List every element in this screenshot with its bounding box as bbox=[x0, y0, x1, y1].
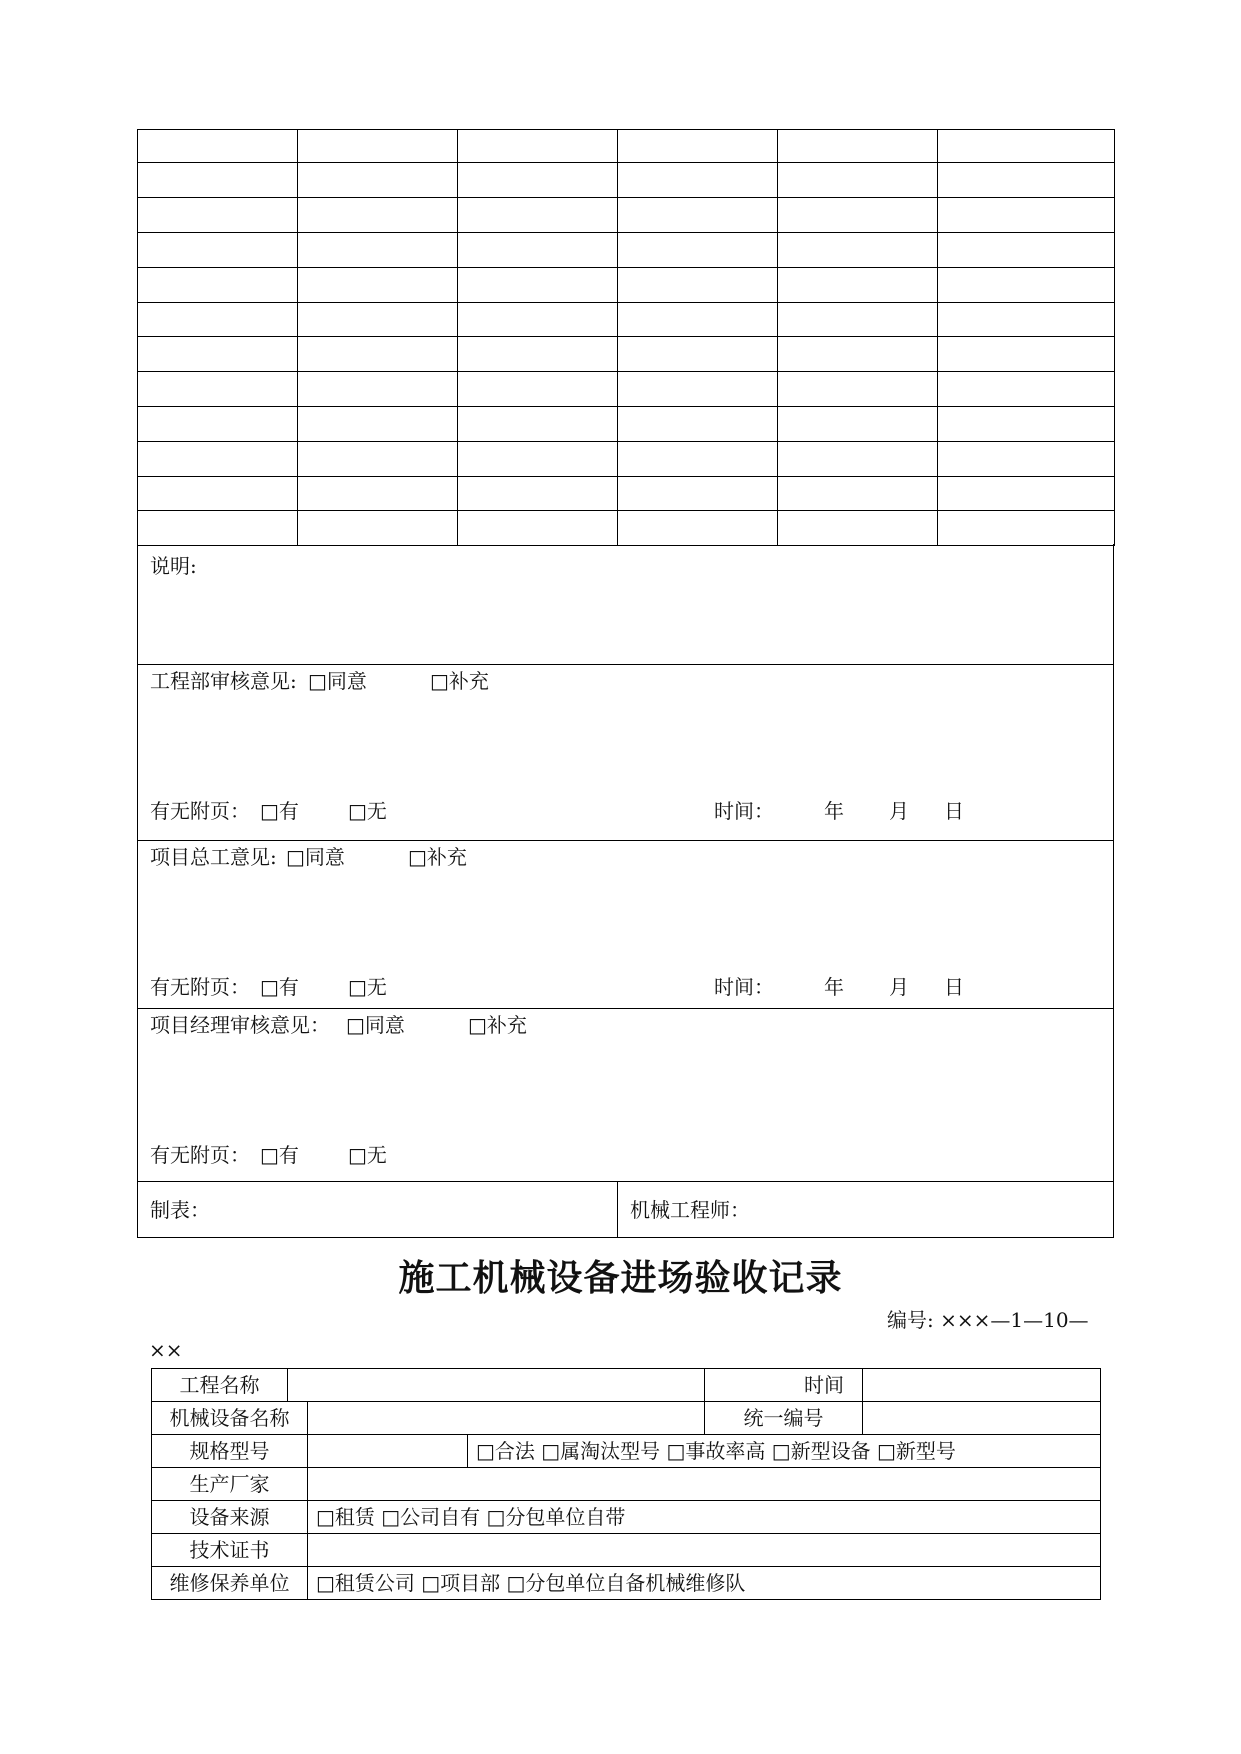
grid-cell[interactable] bbox=[778, 407, 938, 442]
unified-number-label: 统一编号 bbox=[705, 1402, 863, 1435]
manager-attachment-yes-checkbox[interactable]: □有 bbox=[260, 1143, 299, 1167]
grid-cell[interactable] bbox=[298, 268, 458, 303]
chief-engineer-review-section bbox=[137, 841, 1114, 1009]
grid-cell[interactable] bbox=[458, 372, 618, 407]
project-manager-review-section bbox=[137, 1009, 1114, 1182]
grid-cell[interactable] bbox=[298, 372, 458, 407]
empty-data-grid bbox=[137, 129, 1115, 546]
equipment-source-label: 设备来源 bbox=[152, 1501, 308, 1534]
grid-cell[interactable] bbox=[458, 407, 618, 442]
engineering-dept-review-section bbox=[137, 665, 1114, 841]
explanation-label: 说明: bbox=[150, 554, 197, 578]
grid-cell[interactable] bbox=[298, 163, 458, 198]
grid-cell[interactable] bbox=[298, 511, 458, 546]
page-title: 施工机械设备进场验收记录 bbox=[398, 1257, 843, 1299]
chief-attachment-yes-checkbox[interactable]: □有 bbox=[260, 975, 299, 999]
grid-row bbox=[138, 511, 1115, 546]
mechanical-engineer-label: 机械工程师： bbox=[630, 1198, 750, 1222]
engineering-agree-checkbox[interactable]: □同意 bbox=[308, 669, 367, 693]
grid-cell[interactable] bbox=[618, 130, 778, 163]
project-name-value[interactable] bbox=[288, 1369, 705, 1402]
grid-cell[interactable] bbox=[458, 477, 618, 511]
grid-cell[interactable] bbox=[618, 268, 778, 303]
manager-agree-checkbox[interactable]: □同意 bbox=[346, 1013, 405, 1037]
grid-cell[interactable] bbox=[458, 511, 618, 546]
grid-cell[interactable] bbox=[298, 477, 458, 511]
grid-cell[interactable] bbox=[778, 442, 938, 477]
grid-cell[interactable] bbox=[298, 198, 458, 233]
grid-row bbox=[138, 198, 1115, 233]
grid-row bbox=[138, 337, 1115, 372]
project-name-label: 工程名称 bbox=[152, 1369, 288, 1402]
grid-cell[interactable] bbox=[778, 163, 938, 198]
chief-month-label: 月 bbox=[889, 975, 909, 999]
manufacturer-value[interactable] bbox=[308, 1468, 1101, 1501]
grid-cell[interactable] bbox=[938, 198, 1115, 233]
engineering-attachment-no-checkbox[interactable]: □无 bbox=[348, 799, 387, 823]
spec-model-value[interactable] bbox=[308, 1435, 468, 1468]
time-label: 时间 bbox=[705, 1369, 863, 1402]
grid-cell[interactable] bbox=[298, 130, 458, 163]
grid-cell[interactable] bbox=[618, 303, 778, 337]
table-row bbox=[152, 1468, 1101, 1501]
grid-cell[interactable] bbox=[138, 303, 298, 337]
grid-cell[interactable] bbox=[458, 233, 618, 268]
grid-cell[interactable] bbox=[458, 442, 618, 477]
grid-row bbox=[138, 163, 1115, 198]
grid-cell[interactable] bbox=[618, 233, 778, 268]
engineering-attachment-yes-checkbox[interactable]: □有 bbox=[260, 799, 299, 823]
grid-cell[interactable] bbox=[458, 337, 618, 372]
grid-cell[interactable] bbox=[138, 337, 298, 372]
grid-cell[interactable] bbox=[138, 198, 298, 233]
grid-cell[interactable] bbox=[298, 407, 458, 442]
manufacturer-label: 生产厂家 bbox=[152, 1468, 308, 1501]
grid-cell[interactable] bbox=[138, 477, 298, 511]
spec-model-label: 规格型号 bbox=[152, 1435, 308, 1468]
grid-cell[interactable] bbox=[938, 268, 1115, 303]
grid-cell[interactable] bbox=[458, 303, 618, 337]
grid-cell[interactable] bbox=[458, 268, 618, 303]
grid-row bbox=[138, 372, 1115, 407]
grid-cell[interactable] bbox=[938, 407, 1115, 442]
grid-cell[interactable] bbox=[938, 130, 1115, 163]
grid-cell[interactable] bbox=[938, 477, 1115, 511]
manager-supplement-checkbox[interactable]: □补充 bbox=[468, 1013, 527, 1037]
table-row bbox=[152, 1369, 1101, 1402]
grid-cell[interactable] bbox=[138, 130, 298, 163]
grid-cell[interactable] bbox=[298, 233, 458, 268]
grid-cell[interactable] bbox=[298, 337, 458, 372]
grid-cell[interactable] bbox=[938, 337, 1115, 372]
table-row bbox=[152, 1435, 1101, 1468]
grid-cell[interactable] bbox=[778, 511, 938, 546]
grid-cell[interactable] bbox=[138, 268, 298, 303]
maintenance-unit-label: 维修保养单位 bbox=[152, 1567, 308, 1600]
table-row bbox=[152, 1534, 1101, 1567]
signature-row bbox=[137, 1182, 1114, 1238]
grid-cell[interactable] bbox=[618, 372, 778, 407]
table-row bbox=[152, 1501, 1101, 1534]
spec-model-options[interactable]: □合法 □属淘汰型号 □事故率高 □新型设备 □新型号 bbox=[468, 1435, 1101, 1468]
grid-row bbox=[138, 477, 1115, 511]
engineering-time-label: 时间： bbox=[714, 799, 774, 823]
chief-agree-checkbox[interactable]: □同意 bbox=[286, 845, 345, 869]
serial-number-tail: ×× bbox=[149, 1338, 183, 1362]
grid-cell[interactable] bbox=[618, 442, 778, 477]
signature-divider bbox=[617, 1182, 618, 1237]
prepared-by-label: 制表： bbox=[150, 1198, 210, 1222]
equipment-name-label: 机械设备名称 bbox=[152, 1402, 308, 1435]
manager-attachment-label: 有无附页： bbox=[150, 1143, 250, 1167]
maintenance-unit-options[interactable]: □租赁公司 □项目部 □分包单位自备机械维修队 bbox=[308, 1567, 1101, 1600]
grid-cell[interactable] bbox=[298, 442, 458, 477]
explanation-section bbox=[137, 544, 1114, 665]
grid-cell[interactable] bbox=[138, 233, 298, 268]
grid-cell[interactable] bbox=[938, 511, 1115, 546]
grid-cell[interactable] bbox=[298, 303, 458, 337]
grid-row bbox=[138, 233, 1115, 268]
serial-number: 编号: ×××—1—10— bbox=[887, 1308, 1089, 1332]
chief-attachment-no-checkbox[interactable]: □无 bbox=[348, 975, 387, 999]
grid-cell[interactable] bbox=[778, 233, 938, 268]
engineering-month-label: 月 bbox=[889, 799, 909, 823]
engineering-day-label: 日 bbox=[944, 799, 964, 823]
grid-cell[interactable] bbox=[618, 337, 778, 372]
grid-cell[interactable] bbox=[138, 163, 298, 198]
grid-cell[interactable] bbox=[138, 372, 298, 407]
grid-cell[interactable] bbox=[618, 407, 778, 442]
chief-day-label: 日 bbox=[944, 975, 964, 999]
chief-supplement-checkbox[interactable]: □补充 bbox=[408, 845, 467, 869]
grid-cell[interactable] bbox=[778, 372, 938, 407]
grid-cell[interactable] bbox=[938, 163, 1115, 198]
grid-cell[interactable] bbox=[138, 511, 298, 546]
chief-year-label: 年 bbox=[824, 975, 844, 999]
grid-cell[interactable] bbox=[778, 337, 938, 372]
grid-cell[interactable] bbox=[458, 198, 618, 233]
equipment-source-options[interactable]: □租赁 □公司自有 □分包单位自带 bbox=[308, 1501, 1101, 1534]
grid-cell[interactable] bbox=[618, 511, 778, 546]
unified-number-value[interactable] bbox=[863, 1402, 1101, 1435]
grid-cell[interactable] bbox=[778, 477, 938, 511]
grid-cell[interactable] bbox=[938, 303, 1115, 337]
technical-certificate-label: 技术证书 bbox=[152, 1534, 308, 1567]
grid-cell[interactable] bbox=[778, 268, 938, 303]
technical-certificate-value[interactable] bbox=[308, 1534, 1101, 1567]
time-value[interactable] bbox=[863, 1369, 1101, 1402]
grid-cell[interactable] bbox=[618, 163, 778, 198]
grid-cell[interactable] bbox=[618, 477, 778, 511]
grid-cell[interactable] bbox=[938, 372, 1115, 407]
grid-cell[interactable] bbox=[778, 198, 938, 233]
engineering-supplement-checkbox[interactable]: □补充 bbox=[430, 669, 489, 693]
table-row bbox=[152, 1402, 1101, 1435]
equipment-name-value[interactable] bbox=[308, 1402, 705, 1435]
chief-time-label: 时间： bbox=[714, 975, 774, 999]
grid-cell[interactable] bbox=[938, 233, 1115, 268]
grid-row bbox=[138, 268, 1115, 303]
grid-row bbox=[138, 130, 1115, 163]
grid-cell[interactable] bbox=[778, 130, 938, 163]
table-row bbox=[152, 1567, 1101, 1600]
engineering-attachment-label: 有无附页： bbox=[150, 799, 250, 823]
grid-cell[interactable] bbox=[458, 163, 618, 198]
engineering-year-label: 年 bbox=[824, 799, 844, 823]
grid-cell[interactable] bbox=[778, 303, 938, 337]
grid-row bbox=[138, 407, 1115, 442]
chief-attachment-label: 有无附页： bbox=[150, 975, 250, 999]
grid-row bbox=[138, 442, 1115, 477]
grid-cell[interactable] bbox=[938, 442, 1115, 477]
manager-attachment-no-checkbox[interactable]: □无 bbox=[348, 1143, 387, 1167]
engineering-review-label: 工程部审核意见: bbox=[150, 669, 297, 693]
grid-cell[interactable] bbox=[138, 407, 298, 442]
grid-cell[interactable] bbox=[458, 130, 618, 163]
grid-cell[interactable] bbox=[618, 198, 778, 233]
grid-row bbox=[138, 303, 1115, 337]
manager-review-label: 项目经理审核意见： bbox=[150, 1013, 330, 1037]
grid-cell[interactable] bbox=[138, 442, 298, 477]
equipment-record-table bbox=[151, 1368, 1101, 1600]
chief-review-label: 项目总工意见: bbox=[150, 845, 277, 869]
